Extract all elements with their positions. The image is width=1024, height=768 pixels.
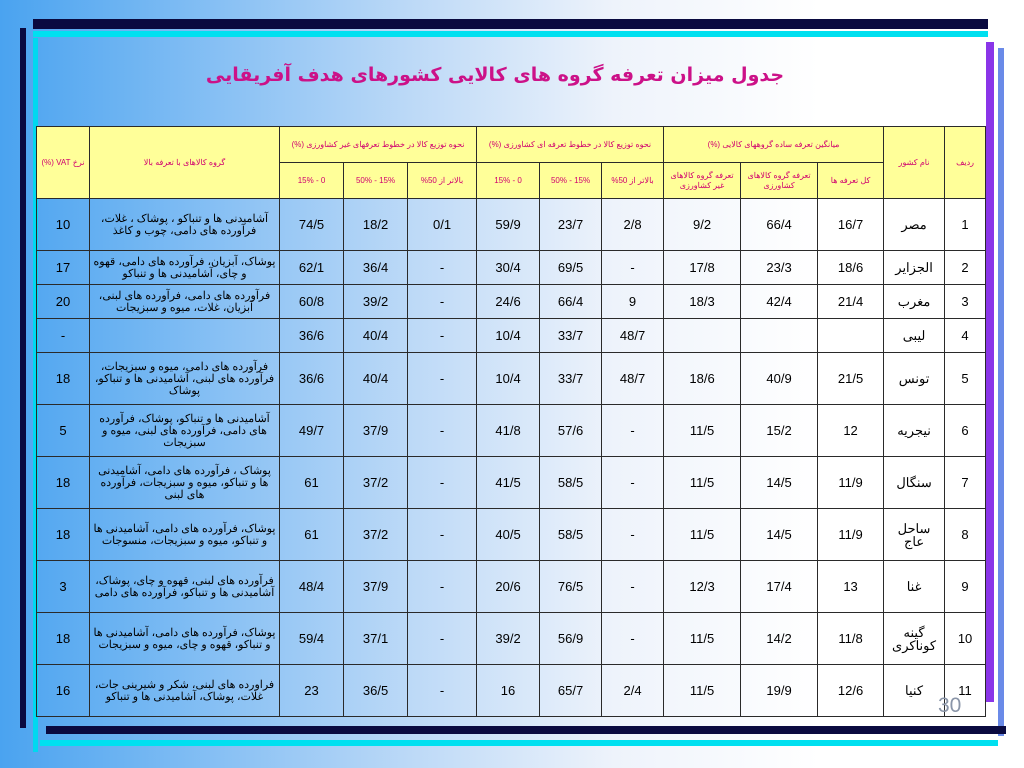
avg-total-cell: 12/6 xyxy=(818,665,884,717)
avg-agri-cell: 40/9 xyxy=(741,353,818,405)
header-avg-total: کل تعرفه ها xyxy=(818,163,884,199)
avg-agri-cell: 14/5 xyxy=(741,457,818,509)
avg-nonagri-cell: 9/2 xyxy=(664,199,741,251)
avg-nonagri-cell: 17/8 xyxy=(664,251,741,285)
avg-nonagri-cell: 11/5 xyxy=(664,405,741,457)
agri-low-cell: 10/4 xyxy=(477,319,540,353)
left-navy-bar xyxy=(20,28,26,728)
avg-nonagri-cell: 11/5 xyxy=(664,665,741,717)
nonagri-high-cell: - xyxy=(408,665,477,717)
header-nonagri-distribution: نحوه توزیع کالا در خطوط تعرفهای غیر کشاورزی (%) xyxy=(280,127,477,163)
nonagri-high-cell: - xyxy=(408,251,477,285)
table-row xyxy=(37,613,986,665)
vat-cell: 20 xyxy=(37,285,90,319)
goods-cell: فرآورده های دامی، میوه و سبزیجات، فرآورده های لبنی، آشامیدنی ها و تنباکو، پوشاک xyxy=(90,353,280,405)
agri-high-cell: 48/7 xyxy=(602,319,664,353)
header-nonagri-band-high: بالاتر از 50% xyxy=(408,163,477,199)
top-navy-bar xyxy=(33,19,988,29)
row-number-cell: 3 xyxy=(945,285,986,319)
bottom-navy-bar xyxy=(46,726,1006,734)
country-cell: تونس xyxy=(884,353,945,405)
header-agri-band-high: بالاتر از 50% xyxy=(602,163,664,199)
vat-cell: 5 xyxy=(37,405,90,457)
row-number-cell: 7 xyxy=(945,457,986,509)
agri-high-cell: 9 xyxy=(602,285,664,319)
right-blue-bar xyxy=(998,48,1004,736)
vat-cell: 17 xyxy=(37,251,90,285)
nonagri-high-cell: - xyxy=(408,285,477,319)
agri-mid-cell: 33/7 xyxy=(540,353,602,405)
table-body xyxy=(37,199,986,717)
table-row xyxy=(37,665,986,717)
nonagri-mid-cell: 18/2 xyxy=(344,199,408,251)
table-row xyxy=(37,199,986,251)
agri-low-cell: 20/6 xyxy=(477,561,540,613)
avg-total-cell: 11/8 xyxy=(818,613,884,665)
vat-cell: 18 xyxy=(37,353,90,405)
vat-cell: 10 xyxy=(37,199,90,251)
avg-total-cell: 18/6 xyxy=(818,251,884,285)
header-nonagri-band-mid: 15% - 50% xyxy=(344,163,408,199)
vat-cell: 18 xyxy=(37,613,90,665)
avg-agri-cell: 17/4 xyxy=(741,561,818,613)
vat-cell: 18 xyxy=(37,509,90,561)
header-vat: نرخ VAT (%) xyxy=(37,127,90,199)
agri-low-cell: 10/4 xyxy=(477,353,540,405)
goods-cell: پوشاک، فرآورده های دامی، آشامیدنی ها و تنباکو، میوه و سبزیجات، منسوجات xyxy=(90,509,280,561)
nonagri-low-cell: 48/4 xyxy=(280,561,344,613)
nonagri-low-cell: 49/7 xyxy=(280,405,344,457)
agri-high-cell: 2/8 xyxy=(602,199,664,251)
agri-low-cell: 59/9 xyxy=(477,199,540,251)
nonagri-low-cell: 61 xyxy=(280,457,344,509)
header-nonagri-band-low: 0 - 15% xyxy=(280,163,344,199)
nonagri-high-cell: - xyxy=(408,353,477,405)
country-cell: مصر xyxy=(884,199,945,251)
avg-total-cell: 11/9 xyxy=(818,457,884,509)
agri-low-cell: 16 xyxy=(477,665,540,717)
agri-mid-cell: 58/5 xyxy=(540,509,602,561)
nonagri-mid-cell: 36/4 xyxy=(344,251,408,285)
goods-cell: آشامیدنی ها و تنباکو ، پوشاک ، غلات، فرآورده های دامی، چوب و کاغذ xyxy=(90,199,280,251)
avg-agri-cell: 66/4 xyxy=(741,199,818,251)
row-number-cell: 6 xyxy=(945,405,986,457)
nonagri-high-cell: - xyxy=(408,457,477,509)
nonagri-high-cell: - xyxy=(408,405,477,457)
vat-cell: 18 xyxy=(37,457,90,509)
agri-low-cell: 30/4 xyxy=(477,251,540,285)
agri-low-cell: 39/2 xyxy=(477,613,540,665)
agri-low-cell: 41/5 xyxy=(477,457,540,509)
vat-cell: - xyxy=(37,319,90,353)
country-cell: نیجریه xyxy=(884,405,945,457)
agri-high-cell: - xyxy=(602,561,664,613)
avg-agri-cell: 42/4 xyxy=(741,285,818,319)
nonagri-high-cell: - xyxy=(408,561,477,613)
tariff-table xyxy=(36,126,986,717)
country-cell: کنیا xyxy=(884,665,945,717)
avg-nonagri-cell: 11/5 xyxy=(664,613,741,665)
nonagri-low-cell: 36/6 xyxy=(280,319,344,353)
table-row xyxy=(37,353,986,405)
nonagri-mid-cell: 37/9 xyxy=(344,405,408,457)
vat-cell: 16 xyxy=(37,665,90,717)
avg-nonagri-cell: 11/5 xyxy=(664,457,741,509)
nonagri-low-cell: 61 xyxy=(280,509,344,561)
goods-cell: پوشاک، آبزیان، فرآورده های دامی، قهوه و چای، آشامیدنی ها و تنباکو xyxy=(90,251,280,285)
table-row xyxy=(37,457,986,509)
nonagri-low-cell: 74/5 xyxy=(280,199,344,251)
header-row-number: ردیف xyxy=(945,127,986,199)
table-row xyxy=(37,285,986,319)
nonagri-low-cell: 23 xyxy=(280,665,344,717)
agri-mid-cell: 58/5 xyxy=(540,457,602,509)
table-row xyxy=(37,561,986,613)
nonagri-low-cell: 62/1 xyxy=(280,251,344,285)
nonagri-high-cell: - xyxy=(408,613,477,665)
row-number-cell: 2 xyxy=(945,251,986,285)
table-row xyxy=(37,405,986,457)
header-country: نام کشور xyxy=(884,127,945,199)
agri-mid-cell: 66/4 xyxy=(540,285,602,319)
nonagri-high-cell: - xyxy=(408,509,477,561)
avg-agri-cell: 19/9 xyxy=(741,665,818,717)
agri-mid-cell: 56/9 xyxy=(540,613,602,665)
avg-nonagri-cell xyxy=(664,319,741,353)
bottom-cyan-bar xyxy=(40,740,998,746)
country-cell: گینه کوناکری xyxy=(884,613,945,665)
agri-high-cell: 48/7 xyxy=(602,353,664,405)
avg-total-cell xyxy=(818,319,884,353)
nonagri-low-cell: 59/4 xyxy=(280,613,344,665)
slide-title: جدول میزان تعرفه گروه های کالایی کشورهای هدف آفریقایی xyxy=(205,64,785,86)
agri-high-cell: - xyxy=(602,509,664,561)
row-number-cell: 8 xyxy=(945,509,986,561)
avg-total-cell: 16/7 xyxy=(818,199,884,251)
row-number-cell: 4 xyxy=(945,319,986,353)
avg-agri-cell: 15/2 xyxy=(741,405,818,457)
agri-high-cell: - xyxy=(602,457,664,509)
agri-high-cell: - xyxy=(602,405,664,457)
country-cell: ساحل عاج xyxy=(884,509,945,561)
table-row xyxy=(37,509,986,561)
agri-mid-cell: 57/6 xyxy=(540,405,602,457)
avg-agri-cell xyxy=(741,319,818,353)
goods-cell: پوشاک، فرآورده های دامی، آشامیدنی ها و تنباکو، قهوه و چای، میوه و سبزیجات xyxy=(90,613,280,665)
header-agri-band-low: 0 - 15% xyxy=(477,163,540,199)
nonagri-mid-cell: 39/2 xyxy=(344,285,408,319)
agri-low-cell: 41/8 xyxy=(477,405,540,457)
nonagri-high-cell: 0/1 xyxy=(408,199,477,251)
nonagri-mid-cell: 37/2 xyxy=(344,509,408,561)
avg-total-cell: 21/4 xyxy=(818,285,884,319)
nonagri-mid-cell: 37/1 xyxy=(344,613,408,665)
row-number-cell: 1 xyxy=(945,199,986,251)
agri-high-cell: - xyxy=(602,251,664,285)
nonagri-high-cell: - xyxy=(408,319,477,353)
header-high-tariff-goods: گروه کالاهای با تعرفه بالا xyxy=(90,127,280,199)
agri-mid-cell: 33/7 xyxy=(540,319,602,353)
row-number-cell: 9 xyxy=(945,561,986,613)
avg-nonagri-cell: 11/5 xyxy=(664,509,741,561)
top-cyan-bar xyxy=(33,31,988,37)
page-number: 30 xyxy=(938,694,962,717)
goods-cell: فرآورده های دامی، فرآورده های لبنی، آبزیان، غلات، میوه و سبزیجات xyxy=(90,285,280,319)
agri-mid-cell: 69/5 xyxy=(540,251,602,285)
goods-cell: فرآورده های لبنی، قهوه و چای، پوشاک، آشامیدنی ها و تنباکو، فرآورده های دامی xyxy=(90,561,280,613)
avg-nonagri-cell: 18/6 xyxy=(664,353,741,405)
header-agri-band-mid: 15% - 50% xyxy=(540,163,602,199)
row-number-cell: 5 xyxy=(945,353,986,405)
country-cell: لیبی xyxy=(884,319,945,353)
agri-low-cell: 24/6 xyxy=(477,285,540,319)
header-avg-agri: تعرفه گروه کالاهای کشاورزی xyxy=(741,163,818,199)
country-cell: غنا xyxy=(884,561,945,613)
nonagri-mid-cell: 37/2 xyxy=(344,457,408,509)
avg-agri-cell: 23/3 xyxy=(741,251,818,285)
avg-total-cell: 13 xyxy=(818,561,884,613)
goods-cell: فراورده های لبنی، شکر و شیرینی جات، غلات، پوشاک، آشامیدنی ها و تنباکو xyxy=(90,665,280,717)
header-avg-nonagri: تعرفه گروه کالاهای غیر کشاورزی xyxy=(664,163,741,199)
vat-cell: 3 xyxy=(37,561,90,613)
avg-total-cell: 21/5 xyxy=(818,353,884,405)
goods-cell: پوشاک ، فرآورده های دامی، آشامیدنی ها و تنباکو، میوه و سبزیجات، فرآورده های لبنی xyxy=(90,457,280,509)
agri-mid-cell: 23/7 xyxy=(540,199,602,251)
nonagri-mid-cell: 40/4 xyxy=(344,319,408,353)
nonagri-mid-cell: 40/4 xyxy=(344,353,408,405)
nonagri-mid-cell: 37/9 xyxy=(344,561,408,613)
agri-high-cell: 2/4 xyxy=(602,665,664,717)
header-avg-tariff: میانگین تعرفه ساده گروههای کالایی (%) xyxy=(664,127,884,163)
avg-nonagri-cell: 18/3 xyxy=(664,285,741,319)
nonagri-low-cell: 60/8 xyxy=(280,285,344,319)
agri-mid-cell: 76/5 xyxy=(540,561,602,613)
table-row xyxy=(37,319,986,353)
row-number-cell: 11 xyxy=(945,665,986,717)
avg-total-cell: 12 xyxy=(818,405,884,457)
goods-cell xyxy=(90,319,280,353)
agri-low-cell: 40/5 xyxy=(477,509,540,561)
nonagri-mid-cell: 36/5 xyxy=(344,665,408,717)
row-number-cell: 10 xyxy=(945,613,986,665)
nonagri-low-cell: 36/6 xyxy=(280,353,344,405)
right-purple-bar xyxy=(986,42,994,702)
country-cell: سنگال xyxy=(884,457,945,509)
avg-total-cell: 11/9 xyxy=(818,509,884,561)
agri-mid-cell: 65/7 xyxy=(540,665,602,717)
avg-agri-cell: 14/5 xyxy=(741,509,818,561)
goods-cell: آشامیدنی ها و تنباکو، پوشاک، فرآورده های دامی، فرآورده های لبنی، میوه و سبزیجات xyxy=(90,405,280,457)
agri-high-cell: - xyxy=(602,613,664,665)
table-row xyxy=(37,251,986,285)
avg-agri-cell: 14/2 xyxy=(741,613,818,665)
avg-nonagri-cell: 12/3 xyxy=(664,561,741,613)
country-cell: مغرب xyxy=(884,285,945,319)
header-agri-distribution: نحوه توزیع کالا در خطوط تعرفه ای کشاورزی (%) xyxy=(477,127,664,163)
country-cell: الجزایر xyxy=(884,251,945,285)
